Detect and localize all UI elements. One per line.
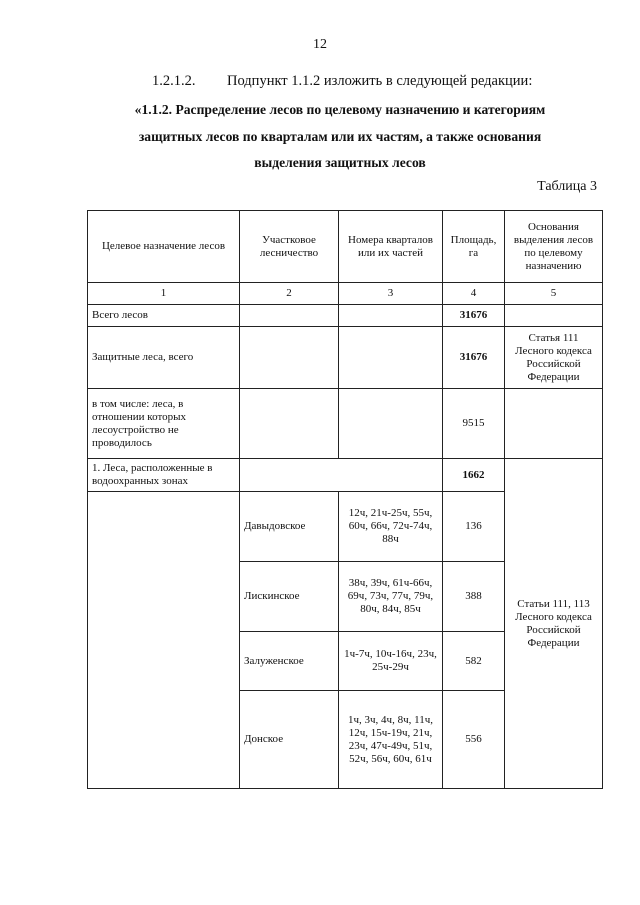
empty-cell xyxy=(88,492,240,789)
column-number: 2 xyxy=(240,283,339,305)
forestry-quarters: 12ч, 21ч-25ч, 55ч, 60ч, 66ч, 72ч-74ч, 88ч xyxy=(339,492,443,562)
water-zone-area: 1662 xyxy=(443,459,505,492)
forestry-quarters: 38ч, 39ч, 61ч-66ч, 69ч, 73ч, 77ч, 79ч, 80ч, 84ч, 85ч xyxy=(339,562,443,632)
total-label: Всего лесов xyxy=(88,305,240,327)
forestry-area: 582 xyxy=(443,632,505,691)
forestry-area: 136 xyxy=(443,492,505,562)
header-basis: Основания выделения лесов по целевому назначению xyxy=(505,211,603,283)
header-area: Площадь, га xyxy=(443,211,505,283)
forestry-quarters: 1ч-7ч, 10ч-16ч, 23ч, 25ч-29ч xyxy=(339,632,443,691)
protective-area: 31676 xyxy=(443,327,505,389)
forestry-quarters: 1ч, 3ч, 4ч, 8ч, 11ч, 12ч, 15ч-19ч, 21ч, 23ч, 47ч-49ч, 51ч, 52ч, 56ч, 60ч, 61ч xyxy=(339,691,443,789)
forestry-name: Донское xyxy=(240,691,339,789)
empty-cell xyxy=(240,327,339,389)
no-inventory-area: 9515 xyxy=(443,389,505,459)
clause-text: Подпункт 1.1.2 изложить в следующей редакции: xyxy=(227,73,533,89)
total-area: 31676 xyxy=(443,305,505,327)
empty-cell xyxy=(240,389,339,459)
water-zone-label: 1. Леса, расположенные в водоохранных зонах xyxy=(88,459,240,492)
table-row xyxy=(88,305,603,327)
column-numbers-row xyxy=(88,283,603,305)
header-purpose: Целевое назначение лесов xyxy=(88,211,240,283)
table-row xyxy=(88,459,603,492)
page-number: 12 xyxy=(313,37,327,52)
table-header-row xyxy=(88,211,603,283)
heading-line: «1.1.2. Распределение лесов по целевому назначению и категориям xyxy=(134,102,546,117)
header-forestry: Участковое лесничество xyxy=(240,211,339,283)
empty-cell xyxy=(339,305,443,327)
forestry-name: Давыдовское xyxy=(240,492,339,562)
section-heading xyxy=(60,97,620,177)
forestry-name: Лискинское xyxy=(240,562,339,632)
empty-cell xyxy=(339,389,443,459)
forestry-name: Залуженское xyxy=(240,632,339,691)
empty-cell xyxy=(505,389,603,459)
protective-label: Защитные леса, всего xyxy=(88,327,240,389)
table-row xyxy=(88,389,603,459)
column-number: 4 xyxy=(443,283,505,305)
table-caption: Таблица 3 xyxy=(537,179,597,194)
forestry-area: 556 xyxy=(443,691,505,789)
table-row xyxy=(88,327,603,389)
clause-line xyxy=(152,73,532,90)
heading-line: защитных лесов по кварталам или их частям, а также основания xyxy=(138,128,542,144)
column-number: 1 xyxy=(88,283,240,305)
forestry-area: 388 xyxy=(443,562,505,632)
heading-line: выделения защитных лесов xyxy=(254,155,426,170)
column-number: 5 xyxy=(505,283,603,305)
forest-distribution-table xyxy=(87,210,603,789)
empty-cell xyxy=(339,327,443,389)
empty-cell xyxy=(240,459,443,492)
water-zone-basis: Статьи 111, 113 Лесного кодекса Российской Федерации xyxy=(505,459,603,789)
empty-cell xyxy=(240,305,339,327)
clause-number: 1.2.1.2. xyxy=(152,73,196,89)
empty-cell xyxy=(505,305,603,327)
protective-basis: Статья 111 Лесного кодекса Российской Федерации xyxy=(505,327,603,389)
header-quarters: Номера кварталов или их частей xyxy=(339,211,443,283)
no-inventory-label: в том числе: леса, в отношении которых лесоустройство не проводилось xyxy=(88,389,240,459)
column-number: 3 xyxy=(339,283,443,305)
